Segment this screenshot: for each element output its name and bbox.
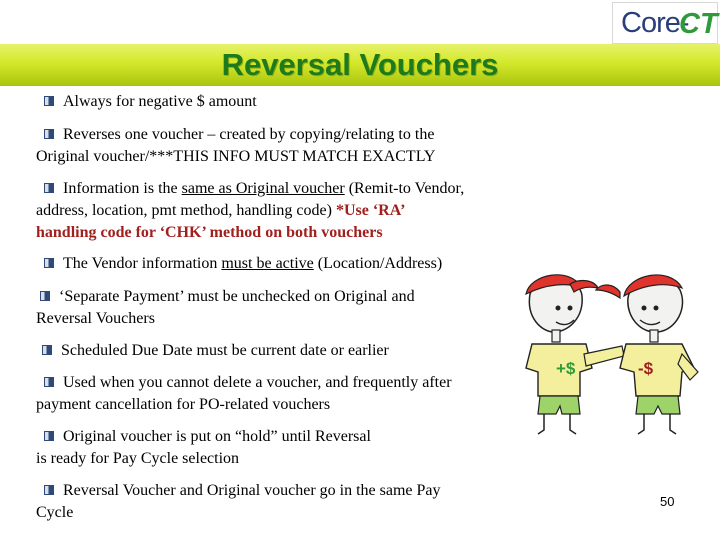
bullet-underlined-text: must be active <box>221 255 314 272</box>
bullet-square-icon <box>40 291 50 301</box>
bullet-text: Used when you cannot delete a voucher, and frequently after <box>63 374 452 391</box>
right-shirt-label: -$ <box>638 359 654 378</box>
left-shirt-label: +$ <box>556 359 576 378</box>
bullet-text: Original voucher is put on “hold” until Reversal <box>63 428 371 445</box>
bullet-7 <box>36 372 452 416</box>
bullet-text: Reverses one voucher – created by copying/relating to the <box>63 126 435 143</box>
cartoon-figures-illustration <box>510 268 710 438</box>
bullet-square-icon <box>42 345 52 355</box>
page-number: 50 <box>660 494 675 509</box>
bullet-text: Scheduled Due Date must be current date or earlier <box>61 342 389 359</box>
bullet-text: Information is the <box>63 180 182 197</box>
bullet-text: Original voucher/***THIS INFO MUST MATCH EXACTLY <box>36 148 436 165</box>
bullet-text: The Vendor information <box>63 255 222 272</box>
bullet-emphasis-text: *Use ‘RA’ <box>335 202 406 219</box>
left-figure <box>526 275 624 434</box>
bullet-text: is ready for Pay Cycle selection <box>36 450 240 467</box>
bullet-6 <box>42 340 389 362</box>
bullet-text: Always for negative $ amount <box>63 93 257 110</box>
bullet-square-icon <box>44 96 54 106</box>
core-ct-logo <box>612 2 718 44</box>
bullet-5 <box>36 286 415 330</box>
bullet-square-icon <box>44 431 54 441</box>
logo-core-text: Core- <box>621 7 689 39</box>
bullet-square-icon <box>44 377 54 387</box>
bullet-text: (Remit-to Vendor, <box>344 180 465 197</box>
bullet-text: payment cancellation for PO-related vouchers <box>36 396 331 413</box>
bullet-emphasis-text: handling code for ‘CHK’ method on both vouchers <box>36 224 383 241</box>
bullet-square-icon <box>44 129 54 139</box>
bullet-square-icon <box>44 258 54 268</box>
bullet-text: (Location/Address) <box>313 255 443 272</box>
bullet-text: Reversal Vouchers <box>36 310 155 327</box>
bullet-1 <box>44 91 257 113</box>
slide-title: Reversal Vouchers <box>221 47 499 82</box>
logo-ct-text: CT <box>679 8 718 40</box>
bullet-text: ‘Separate Payment’ must be unchecked on Original and <box>59 288 415 305</box>
bullet-text: Cycle <box>36 504 74 521</box>
bullet-8 <box>36 426 371 470</box>
bullet-text: address, location, pmt method, handling code) <box>36 202 336 219</box>
bullet-3 <box>36 178 464 244</box>
bullet-text: Reversal Voucher and Original voucher go in the same Pay <box>63 482 441 499</box>
bullet-underlined-text: same as Original voucher <box>181 180 345 197</box>
bullet-9 <box>36 480 441 524</box>
bullet-2 <box>36 124 435 168</box>
bullet-square-icon <box>44 485 54 495</box>
bullet-square-icon <box>44 183 54 193</box>
bullet-4 <box>44 253 442 275</box>
